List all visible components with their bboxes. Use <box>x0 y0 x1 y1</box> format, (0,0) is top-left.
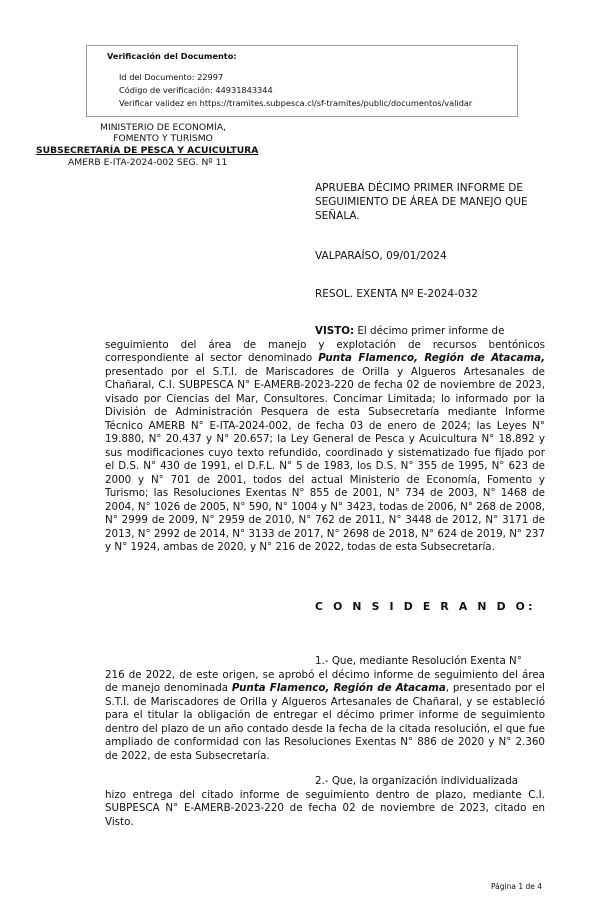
considerando-heading: C O N S I D E R A N D O: <box>315 600 536 613</box>
point-1-text-2: , presentado por el S.T.I. de Mariscadores de Orilla y Algueros Artesanales de Chañaral, y se estableció para el titular la obligación de entregar el décimo primer informe de seguimiento dentro del plazo de un año contado desde la fecha de la citada resolución, el que fue ampliado de conformidad con las Resoluciones Exentas N° 886 de 2020 y N° 2.360 de 2022, de esta Subsecretaría. <box>105 682 545 762</box>
verification-title: Verificación del Documento: <box>107 51 237 61</box>
verification-code: • Código de verificación: 44931843344 <box>119 84 509 97</box>
page-number: Página 1 de 4 <box>490 882 542 891</box>
point-1-text-1: 216 de 2022, de este origen, se aprobó el décimo informe de seguimiento del área de manejo denominada <box>105 668 545 694</box>
considerando-point-2 <box>105 775 545 829</box>
point-1-lead: 1.- Que, mediante Resolución Exenta N° <box>315 655 522 667</box>
ministry-name <box>88 122 238 144</box>
visto-sector: Punta Flamenco, Región de Atacama, <box>318 352 545 364</box>
visto-label: VISTO: <box>315 325 355 337</box>
visto-paragraph <box>105 325 545 555</box>
resolution-number: RESOL. EXENTA Nº E-2024-032 <box>315 288 478 300</box>
subsecretaria-name: SUBSECRETARÍA DE PESCA Y ACUICULTURA <box>36 145 259 156</box>
considerando-point-1 <box>105 655 545 763</box>
verification-box <box>86 45 518 117</box>
visto-text-2: presentado por el S.T.I. de Mariscadores de Orilla y Algueros Artesanales de Chañaral, C.I. SUBPESCA N° E-AMERB-2023-220 de fecha 02 de noviembre de 2023, visado por Ciencias del Mar, Consultores. Concimar Limitada; lo informado por la División de Administración Pesquera de esta Subsecretaría mediante Informe Técnico AMERB N° E-ITA-2024-002, de fecha 03 de enero de 2024; las Leyes N° 19.880, N° 20.437 y N° 20.657; la Ley General de Pesca y Acuicultura N° 18.892 y sus modificaciones cuyo texto refundido, coordinado y sistematizado fue fijado por el D.S. N° 430 de 1991, el D.F.L. N° 5 de 1983, los D.S. N° 355 de 1995, N° 623 de 2000 y N° 701 de 2001, todos del actual Ministerio de Economía, Fomento y Turismo; las Resoluciones Exentas N° 855 de 2001, N° 734 de 2003, N° 1468 de 2004, N° 1026 de 2005, N° 590, N° 1004 y N° 3423, todas de 2006, N° 268 de 2008, N° 2999 de 2009, N° 2959 de 2010, N° 762 de 2011, N° 3448 de 2012, N° 3171 de 2013, N° 2992 de 2014, N° 3133 de 2017, N° 2698 de 2018, N° 624 de 2019, N° 237 y N° 1924, ambas de 2020, y N° 216 de 2022, todas de esta Subsecretaría. <box>105 365 545 553</box>
visto-text-1: seguimiento del área de manejo y explotación de recursos bentónicos correspondiente al sector denominado <box>105 338 545 364</box>
ministry-line-2: FOMENTO Y TURISMO <box>113 133 213 144</box>
resolution-date: VALPARAÍSO, 09/01/2024 <box>315 250 447 262</box>
visto-lead <box>105 325 545 339</box>
point-2-lead: 2.- Que, la organización individualizada <box>315 775 519 787</box>
resolution-subject: APRUEBA DÉCIMO PRIMER INFORME DE SEGUIMIENTO DE ÁREA DE MANEJO QUE SEÑALA. <box>315 182 528 222</box>
verification-link[interactable]: • Verificar validez en https://tramites.subpesca.cl/sf-tramites/public/documentos/validar <box>119 97 509 110</box>
document-reference: AMERB E-ITA-2024-002 SEG. Nº 11 <box>68 157 228 168</box>
visto-lead-text: El décimo primer informe de <box>354 325 505 337</box>
point-2-text: hizo entrega del citado informe de seguimiento dentro de plazo, mediante C.I. SUBPESCA N° E-AMERB-2023-220 de fecha 02 de noviembre de 2023, citado en Visto. <box>105 788 545 828</box>
verification-list <box>107 71 509 110</box>
document-id: • Id del Documento: 22997 <box>119 71 509 84</box>
point-1-sector: Punta Flamenco, Región de Atacama <box>231 682 446 694</box>
ministry-line-1: MINISTERIO DE ECONOMÍA, <box>100 122 226 133</box>
